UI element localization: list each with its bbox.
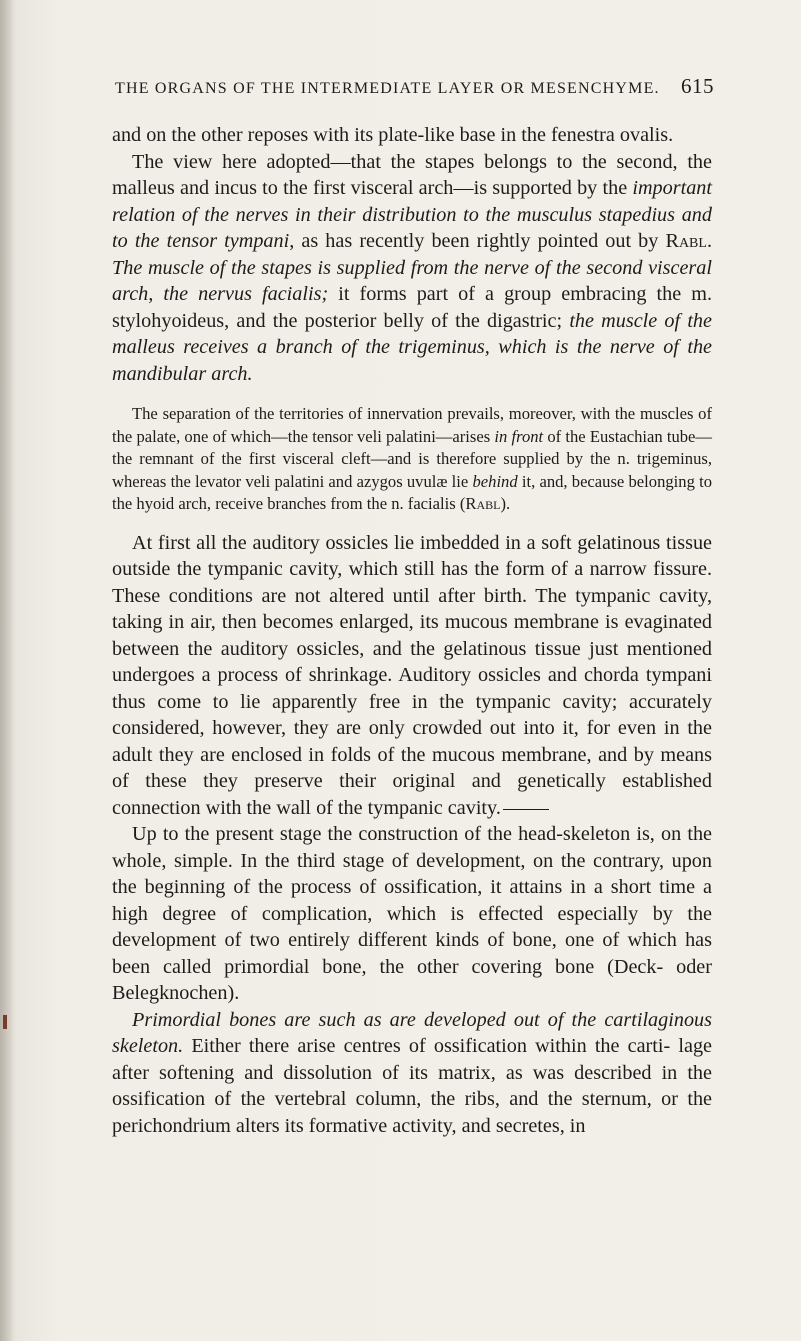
italic-run: The muscle of the stapes is supplied from the nerve of the second visceral arch, the nervus facialis; [112,256,712,305]
edge-mark [3,1015,7,1029]
body-text [112,122,712,1139]
paragraph-auditory-ossicles [112,530,712,822]
text-run: Either there arise centres of ossification within the carti- lage after softening and dissolution of its matrix, as was described in the ossification of the vertebral column, the ribs, and the sternum, or the perichondrium alters its formative activity, and secretes, in [112,1035,712,1137]
author-name-rabl: Rabl [665,230,707,252]
paragraph-fenestra: and on the other reposes with its plate-like base in the fenestra ovalis. [112,124,674,146]
paragraph-head-skeleton: Up to the present stage the construction of the head-skeleton is, on the whole, simple. In the third stage of development, on the contrary, upon the beginning of the process of ossification, it attains in a short time a high degree of complication, which is effected especially by the development of two entirely different kinds of bone, one of which has been called primordial bone, the other covering bone (Deck- oder Belegknochen). [112,823,712,1005]
page-number: 615 [681,74,714,98]
text-run: . [706,230,712,252]
author-name-rabl: Rabl [465,494,501,514]
paragraph-primordial-bones [112,1007,712,1140]
text-run: it, and, because belonging to the hyoid arch, receive branches from the n. facialis ( [112,471,712,514]
text-run: , as has recently been rightly pointed out by [289,230,666,252]
text-run: of the Eustachian tube—the remnant of the first visceral cleft—and is therefore supplied by the n. trigeminus, whereas the levator veli palatini and azygos uvulæ lie [112,426,713,491]
gutter-shadow [0,0,14,1341]
text-run: ). [500,494,511,514]
italic-run: important relation of the nerves in their distribution to the musculus stapedius and to the tensor tympani [112,177,712,252]
paragraph-stapes-view [112,149,712,388]
italic-run: Primordial bones are such as are developed out of the cartilaginous skeleton. [112,1008,712,1058]
text-run: it forms part of a group embracing the m. stylohyoideus, and the posterior belly of the digastric; [112,283,712,332]
italic-run: the muscle of the malleus receives a branch of the trigeminus, which is the nerve of the mandibular arch. [112,309,712,385]
paragraph-innervation-note [112,403,712,516]
em-rule [503,809,549,810]
text-run: At first all the auditory ossicles lie imbedded in a soft gelatinous tissue outside the tympanic cavity, which still has the form of a narrow fissure. These conditions are not altered until after birth. The tympanic cavity, taking in air, then becomes enlarged, its mucous membrane is evaginated between the auditory ossicles, and the gelatinous tissue just mentioned undergoes a process of shrinkage. Auditory ossicles and chorda tympani thus come to lie apparently free in the tympanic cavity; accurately considered, however, they are only crowded out into it, for even in the adult they are enclosed in folds of the mucous membrane, and by means of these they preserve their original and genetically established connection with the wall of the tympanic cavity. [112,531,712,819]
small-print-note [112,403,712,516]
running-title: THE ORGANS OF THE INTERMEDIATE LAYER OR MESENCHYME. [115,80,660,97]
italic-run: behind [472,471,518,491]
running-head [112,74,712,106]
italic-run: in front [494,426,544,446]
text-run: The separation of the territories of innervation prevails, moreover, with the muscles of the palate, one of which—the tensor veli palatini—arises [112,404,712,446]
page-content [112,74,712,1139]
text-run: The view here adopted—that the stapes belongs to the second, the malleus and incus to the first visceral arch—is supported by the [112,150,712,199]
